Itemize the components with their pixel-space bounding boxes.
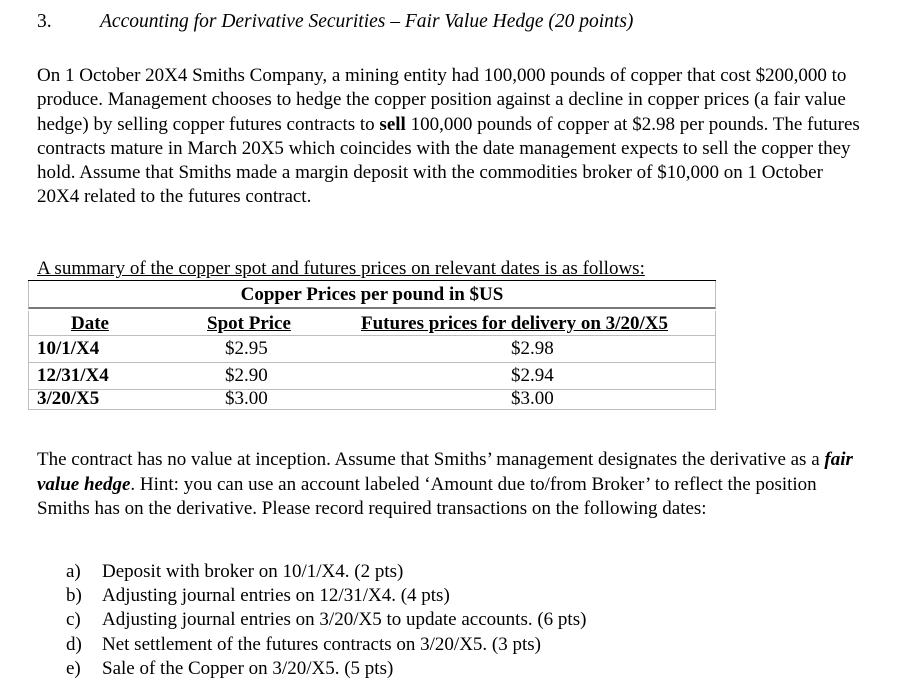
question-title: Accounting for Derivative Securities – Fair Value Hedge (20 points) bbox=[100, 11, 634, 32]
row-date: 10/1/X4 bbox=[37, 338, 100, 359]
list-item bbox=[66, 633, 586, 657]
task-letter: b) bbox=[66, 585, 82, 607]
instructions-part2: . Hint: you can use an account labeled ‘Amount due to/from Broker’ to reflect the position Smiths has on the derivative. Please record required transactions on the following dates: bbox=[37, 473, 817, 520]
copper-price-table bbox=[28, 280, 716, 409]
task-text: Adjusting journal entries on 3/20/X5 to update accounts. (6 pts) bbox=[102, 609, 587, 631]
row-futures-price: $3.00 bbox=[511, 388, 554, 409]
table-row bbox=[28, 363, 716, 390]
intro-paragraph bbox=[37, 64, 867, 210]
list-item bbox=[66, 584, 586, 608]
table-row bbox=[28, 336, 716, 363]
header-spot-price: Spot Price bbox=[207, 313, 291, 334]
table-header-row bbox=[28, 311, 716, 336]
row-spot-price: $2.90 bbox=[225, 365, 268, 386]
row-spot-price: $3.00 bbox=[225, 388, 268, 409]
task-text: Deposit with broker on 10/1/X4. (2 pts) bbox=[102, 561, 404, 582]
task-letter: c) bbox=[66, 609, 81, 631]
header-date: Date bbox=[71, 313, 109, 334]
row-futures-price: $2.98 bbox=[511, 338, 554, 359]
task-letter: e) bbox=[66, 657, 81, 679]
instructions-paragraph bbox=[37, 448, 867, 522]
task-text: Net settlement of the futures contracts on 3/20/X5. (3 pts) bbox=[102, 633, 542, 655]
table-caption: Copper Prices per pound in $US bbox=[240, 284, 504, 305]
task-list bbox=[66, 560, 586, 681]
header-futures-price: Futures prices for delivery on 3/20/X5 bbox=[361, 313, 668, 334]
list-item bbox=[66, 608, 586, 632]
instructions-part1: The contract has no value at inception. Assume that Smiths’ management designates the derivative as a bbox=[37, 449, 825, 470]
table-row bbox=[28, 388, 716, 410]
row-futures-price: $2.94 bbox=[511, 365, 554, 386]
instructions-emphasis: fair value hedge bbox=[37, 449, 853, 495]
list-item bbox=[66, 560, 586, 584]
intro-text-part2: 100,000 pounds of copper at $2.98 per pounds. The futures contracts mature in March 20X5 which coincides with the date management expects to sell the copper they hold. Assume that Smiths made a margin deposit with the commodities broker of $10,000 on 1 October 20X4 related to the futures contract. bbox=[37, 113, 860, 208]
summary-line: A summary of the copper spot and futures prices on relevant dates is as follows: bbox=[37, 258, 645, 279]
list-item bbox=[66, 657, 586, 681]
intro-bold-word: sell bbox=[379, 113, 406, 135]
question-number: 3. bbox=[37, 11, 52, 32]
task-text: Adjusting journal entries on 12/31/X4. (4 pts) bbox=[102, 585, 450, 607]
task-letter: a) bbox=[66, 561, 81, 582]
row-date: 12/31/X4 bbox=[37, 365, 109, 386]
row-spot-price: $2.95 bbox=[225, 338, 268, 359]
intro-text-part1: On 1 October 20X4 Smiths Company, a mining entity had 100,000 pounds of copper that cost $200,000 to produce. Management chooses to hedge the copper position against a decline in copper prices (a fair value hedge) by selling copper futures contracts to bbox=[37, 65, 847, 135]
row-date: 3/20/X5 bbox=[37, 388, 100, 409]
task-letter: d) bbox=[66, 633, 82, 655]
task-text: Sale of the Copper on 3/20/X5. (5 pts) bbox=[102, 657, 394, 679]
